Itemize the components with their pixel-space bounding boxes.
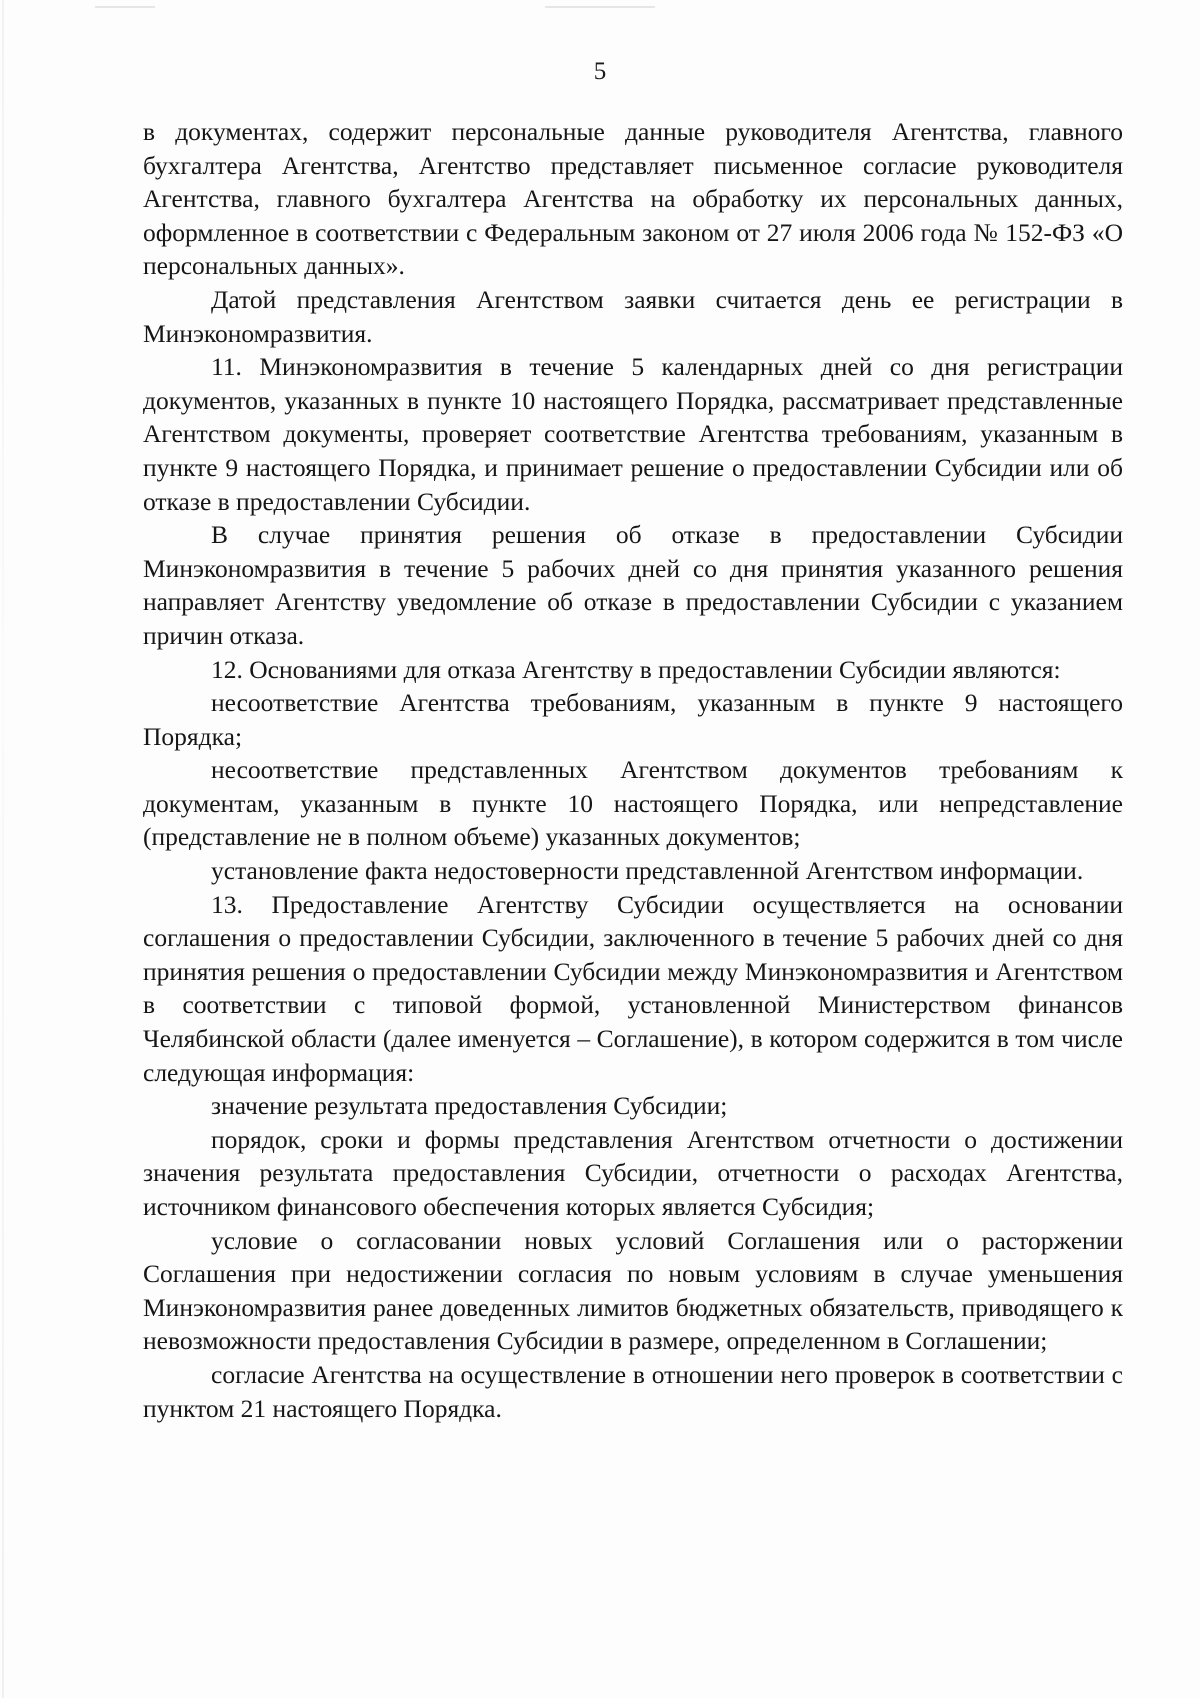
list-item: условие о согласовании новых условий Соглашения или о расторжении Соглашения при недостижении согласия по новым условиям в случае уменьшения Минэкономразвития ранее доведенных лимитов бюджетных обязательств, приводящего к невозможности предоставления Субсидии в размере, определенном в Соглашении; — [143, 1225, 1123, 1356]
scan-artifact — [95, 6, 155, 8]
list-item: согласие Агентства на осуществление в отношении него проверок в соответствии с пунктом 21 настоящего Порядка. — [143, 1359, 1123, 1423]
document-body — [143, 115, 1123, 1425]
paragraph-item-12: 12. Основаниями для отказа Агентству в предоставлении Субсидии являются: — [211, 654, 1061, 684]
scan-artifact — [545, 6, 655, 8]
list-item: установление факта недостоверности представленной Агентством информации. — [211, 856, 1084, 886]
list-item: значение результата предоставления Субсидии; — [211, 1091, 728, 1121]
paragraph: В случае принятия решения об отказе в предоставлении Субсидии Минэкономразвития в течение 5 рабочих дней со дня принятия указанного решения направляет Агентству уведомление об отказе в предоставлении Субсидии с указанием причин отказа. — [143, 520, 1123, 650]
list-item: несоответствие Агентства требованиям, указанным в пункте 9 настоящего Порядка; — [143, 688, 1123, 751]
list-item: порядок, сроки и формы представления Агентством отчетности о достижении значения результата предоставления Субсидии, отчетности о расходах Агентства, источником финансового обеспечения которых является Субсидия; — [143, 1124, 1123, 1221]
list-item: несоответствие представленных Агентством документов требованиям к документам, указанным в пункте 10 настоящего Порядка, или непредставление (представление не в полном объеме) указанных документов; — [143, 755, 1123, 852]
page-number: 5 — [593, 58, 607, 85]
paragraph-continuation: в документах, содержит персональные данные руководителя Агентства, главного бухгалтера Агентства, Агентство представляет письменное согласие руководителя Агентства, главного бухгалтера Агентства на обработку их персональных данных, оформленное в соответствии с Федеральным законом от 27 июля 2006 года № 152-ФЗ «О персональных данных». — [143, 117, 1123, 281]
paragraph-item-11: 11. Минэкономразвития в течение 5 календарных дней со дня регистрации документов, указанных в пункте 10 настоящего Порядка, рассматривает представленные Агентством документы, проверяет соответствие Агентства требованиям, указанным в пункте 9 настоящего Порядка, и принимает решение о предоставлении Субсидии или об отказе в предоставлении Субсидии. — [143, 352, 1123, 516]
paragraph-item-13: 13. Предоставление Агентству Субсидии осуществляется на основании соглашения о предоставлении Субсидии, заключенного в течение 5 рабочих дней со дня принятия решения о предоставлении Субсидии между Минэкономразвития и Агентством в соответствии с типовой формой, установленной Министерством финансов Челябинской области (далее именуется – Соглашение), в котором содержится в том числе следующая информация: — [143, 889, 1123, 1087]
scan-edge — [2, 0, 4, 1698]
paragraph: Датой представления Агентством заявки считается день ее регистрации в Минэкономразвития. — [143, 284, 1123, 348]
